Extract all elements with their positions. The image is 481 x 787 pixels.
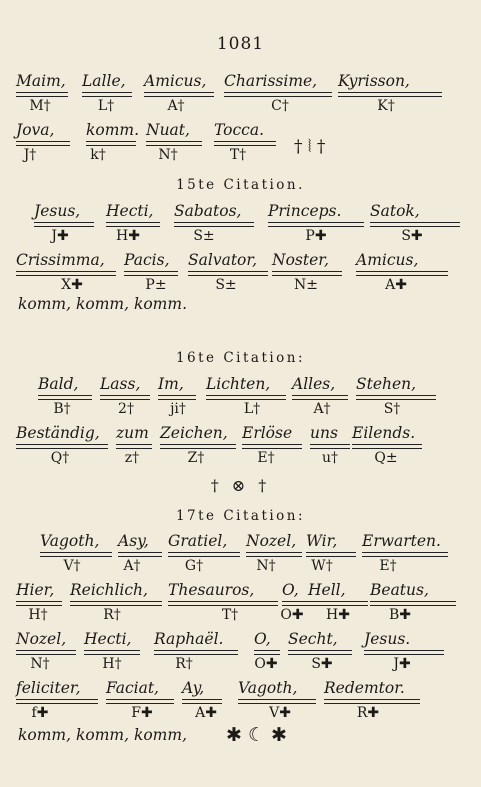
citation-word: Salvator, bbox=[188, 251, 258, 269]
code-row bbox=[16, 137, 468, 167]
double-rule bbox=[106, 222, 160, 227]
cross-symbols: † ⦚ † bbox=[294, 137, 326, 157]
double-rule bbox=[308, 601, 368, 606]
double-rule bbox=[268, 222, 364, 227]
double-rule bbox=[182, 699, 222, 704]
cipher-code: A✚ bbox=[195, 705, 217, 721]
double-rule bbox=[124, 271, 178, 276]
cipher-code: S† bbox=[383, 401, 401, 417]
cipher-code: P± bbox=[145, 277, 167, 293]
citation-word: Lass, bbox=[100, 375, 141, 393]
cipher-code: W† bbox=[311, 558, 333, 574]
cipher-code: K† bbox=[377, 98, 395, 114]
double-rule bbox=[206, 395, 286, 400]
cipher-code: B† bbox=[53, 401, 71, 417]
cipher-code: L† bbox=[243, 401, 261, 417]
citation-row bbox=[16, 72, 468, 92]
double-rule bbox=[118, 552, 162, 557]
cipher-code: J✚ bbox=[51, 228, 69, 244]
cipher-code: S± bbox=[215, 277, 237, 293]
citation-word: Hier, bbox=[16, 581, 55, 599]
closing-line: komm, komm, komm, bbox=[18, 726, 187, 744]
double-rule bbox=[16, 92, 68, 97]
citation-row bbox=[16, 251, 468, 271]
citation-row bbox=[16, 202, 468, 222]
double-rule bbox=[84, 650, 140, 655]
double-rule bbox=[310, 444, 350, 449]
double-rule bbox=[70, 601, 162, 606]
cipher-code: J✚ bbox=[393, 656, 411, 672]
citation-heading: 17te Citation: bbox=[175, 508, 306, 524]
double-rule bbox=[174, 222, 254, 227]
cipher-code: P✚ bbox=[305, 228, 327, 244]
double-rule bbox=[40, 552, 112, 557]
citation-word: Amicus, bbox=[356, 251, 419, 269]
citation-word: Ay, bbox=[182, 679, 205, 697]
double-rule bbox=[82, 92, 132, 97]
cipher-code: 2† bbox=[118, 401, 134, 417]
double-rule bbox=[246, 552, 302, 557]
citation-word: Redemtor. bbox=[324, 679, 405, 697]
cipher-code: O✚ bbox=[254, 656, 278, 672]
double-rule bbox=[356, 395, 436, 400]
citation-word: Crissimma, bbox=[16, 251, 105, 269]
citation-word: Thesauros, bbox=[168, 581, 255, 599]
citation-word: O, bbox=[254, 630, 271, 648]
citation-word: Erlöse bbox=[242, 424, 293, 442]
code-row bbox=[16, 450, 468, 470]
page-number: 1081 bbox=[216, 34, 265, 54]
code-row bbox=[16, 98, 468, 118]
double-rule bbox=[154, 650, 238, 655]
citation-word: Beatus, bbox=[370, 581, 429, 599]
citation-word: uns bbox=[310, 424, 338, 442]
citation-word: Alles, bbox=[292, 375, 336, 393]
cross-symbols: † ⊗ † bbox=[210, 476, 271, 495]
cipher-code: S✚ bbox=[311, 656, 333, 672]
citation-word: Stehen, bbox=[356, 375, 417, 393]
citation-word: Zeichen, bbox=[160, 424, 228, 442]
cipher-code: L† bbox=[97, 98, 115, 114]
citation-word: Nozel, bbox=[16, 630, 67, 648]
cipher-code: H† bbox=[28, 607, 48, 623]
cipher-code: Q† bbox=[50, 450, 70, 466]
double-rule bbox=[188, 271, 268, 276]
cipher-code: R✚ bbox=[356, 705, 380, 721]
citation-row bbox=[16, 630, 468, 650]
double-rule bbox=[292, 395, 348, 400]
citation-word: Jesus. bbox=[364, 630, 411, 648]
citation-word: Charissime, bbox=[224, 72, 318, 90]
double-rule bbox=[16, 444, 108, 449]
code-row bbox=[16, 228, 468, 248]
double-rule bbox=[158, 395, 196, 400]
cipher-code: C† bbox=[271, 98, 289, 114]
citation-word: Jova, bbox=[16, 121, 55, 139]
cipher-code: k† bbox=[90, 147, 106, 163]
citation-word: Secht, bbox=[288, 630, 338, 648]
citation-word: Princeps. bbox=[268, 202, 342, 220]
double-rule bbox=[16, 141, 70, 146]
cipher-code: G† bbox=[184, 558, 204, 574]
citation-word: Im, bbox=[158, 375, 184, 393]
citation-word: Vagoth, bbox=[238, 679, 298, 697]
double-rule bbox=[238, 699, 316, 704]
double-rule bbox=[38, 395, 92, 400]
double-rule bbox=[364, 650, 444, 655]
cipher-code: B✚ bbox=[388, 607, 412, 623]
citation-word: Hell, bbox=[308, 581, 346, 599]
citation-word: Reichlich, bbox=[70, 581, 148, 599]
citation-word: Erwarten. bbox=[362, 532, 441, 550]
double-rule bbox=[254, 650, 280, 655]
cipher-code: H✚ bbox=[116, 228, 140, 244]
cipher-code: A† bbox=[167, 98, 185, 114]
double-rule bbox=[144, 92, 214, 97]
citation-word: komm. bbox=[86, 121, 140, 139]
double-rule bbox=[16, 650, 76, 655]
citation-word: Beständig, bbox=[16, 424, 100, 442]
citation-word: Eilends. bbox=[352, 424, 416, 442]
cipher-code: H† bbox=[102, 656, 122, 672]
citation-word: Gratiel, bbox=[168, 532, 228, 550]
cipher-code: S✚ bbox=[401, 228, 423, 244]
cipher-code: N† bbox=[30, 656, 50, 672]
closing-line: komm, komm, komm. bbox=[18, 295, 187, 313]
code-row bbox=[16, 401, 468, 421]
citation-word: Satok, bbox=[370, 202, 420, 220]
cipher-code: A✚ bbox=[385, 277, 407, 293]
citation-word: Asy, bbox=[118, 532, 149, 550]
cipher-code: E† bbox=[257, 450, 275, 466]
citation-word: Wir, bbox=[306, 532, 338, 550]
double-rule bbox=[34, 222, 94, 227]
double-rule bbox=[16, 271, 116, 276]
cipher-code: E† bbox=[379, 558, 397, 574]
double-rule bbox=[324, 699, 420, 704]
double-rule bbox=[116, 444, 152, 449]
cipher-code: ji† bbox=[170, 401, 186, 417]
citation-word: Tocca. bbox=[214, 121, 264, 139]
citation-heading: 15te Citation. bbox=[176, 177, 305, 193]
code-row bbox=[16, 705, 468, 725]
citation-word: Maim, bbox=[16, 72, 66, 90]
double-rule bbox=[168, 601, 278, 606]
double-rule bbox=[100, 395, 150, 400]
cipher-code: Z† bbox=[187, 450, 205, 466]
citation-word: Lalle, bbox=[82, 72, 126, 90]
citation-word: feliciter, bbox=[16, 679, 81, 697]
code-row bbox=[16, 277, 468, 297]
citation-word: Noster, bbox=[272, 251, 329, 269]
citation-word: Vagoth, bbox=[40, 532, 100, 550]
double-rule bbox=[352, 444, 422, 449]
cipher-code: T† bbox=[229, 147, 247, 163]
citation-row bbox=[16, 121, 468, 141]
double-rule bbox=[146, 141, 202, 146]
double-rule bbox=[16, 699, 98, 704]
cipher-code: J† bbox=[23, 147, 37, 163]
cipher-code: z† bbox=[124, 450, 140, 466]
citation-row bbox=[16, 375, 468, 395]
citation-word: Nozel, bbox=[246, 532, 297, 550]
citation-word: Faciat, bbox=[106, 679, 159, 697]
cipher-code: Q± bbox=[374, 450, 398, 466]
citation-word: Nuat, bbox=[146, 121, 190, 139]
double-rule bbox=[224, 92, 332, 97]
citation-row bbox=[16, 532, 468, 552]
cipher-code: A† bbox=[123, 558, 141, 574]
double-rule bbox=[86, 141, 136, 146]
double-rule bbox=[362, 552, 448, 557]
citation-word: Sabatos, bbox=[174, 202, 242, 220]
citation-word: zum bbox=[116, 424, 149, 442]
cipher-code: R† bbox=[103, 607, 121, 623]
double-rule bbox=[272, 271, 342, 276]
cipher-code: V✚ bbox=[269, 705, 291, 721]
citation-word: Kyrisson, bbox=[338, 72, 410, 90]
double-rule bbox=[306, 552, 356, 557]
citation-word: Bald, bbox=[38, 375, 79, 393]
double-rule bbox=[338, 92, 442, 97]
cipher-code: N± bbox=[294, 277, 318, 293]
double-rule bbox=[370, 222, 460, 227]
cipher-code: R† bbox=[175, 656, 193, 672]
cipher-code: T† bbox=[221, 607, 239, 623]
citation-word: O, bbox=[282, 581, 299, 599]
citation-word: Hecti, bbox=[106, 202, 154, 220]
citation-word: Pacis, bbox=[124, 251, 170, 269]
cipher-code: V† bbox=[63, 558, 81, 574]
cipher-code: F✚ bbox=[131, 705, 153, 721]
citation-word: Lichten, bbox=[206, 375, 271, 393]
citation-row bbox=[16, 679, 468, 699]
double-rule bbox=[370, 601, 456, 606]
citation-row bbox=[16, 424, 468, 444]
cipher-code: u† bbox=[321, 450, 339, 466]
double-rule bbox=[288, 650, 352, 655]
citation-word: Amicus, bbox=[144, 72, 207, 90]
citation-word: Hecti, bbox=[84, 630, 132, 648]
citation-heading: 16te Citation: bbox=[175, 350, 306, 366]
double-rule bbox=[214, 141, 276, 146]
cipher-code: H✚ bbox=[326, 607, 350, 623]
star-moon-symbols: ✱ ☾ ✱ bbox=[226, 724, 287, 746]
code-row bbox=[16, 558, 468, 578]
citation-word: Raphaël. bbox=[154, 630, 224, 648]
double-rule bbox=[356, 271, 448, 276]
cipher-code: N† bbox=[256, 558, 276, 574]
cipher-code: N† bbox=[158, 147, 178, 163]
double-rule bbox=[242, 444, 302, 449]
citation-word: Jesus, bbox=[34, 202, 81, 220]
code-row bbox=[16, 656, 468, 676]
double-rule bbox=[168, 552, 240, 557]
code-row bbox=[16, 607, 468, 627]
cipher-code: O✚ bbox=[280, 607, 304, 623]
cipher-code: A† bbox=[313, 401, 331, 417]
cipher-code: M† bbox=[29, 98, 51, 114]
cipher-code: X✚ bbox=[61, 277, 83, 293]
double-rule bbox=[16, 601, 62, 606]
double-rule bbox=[160, 444, 236, 449]
cipher-code: f✚ bbox=[31, 705, 49, 721]
double-rule bbox=[106, 699, 174, 704]
cipher-code: S± bbox=[193, 228, 215, 244]
citation-row bbox=[16, 581, 468, 601]
